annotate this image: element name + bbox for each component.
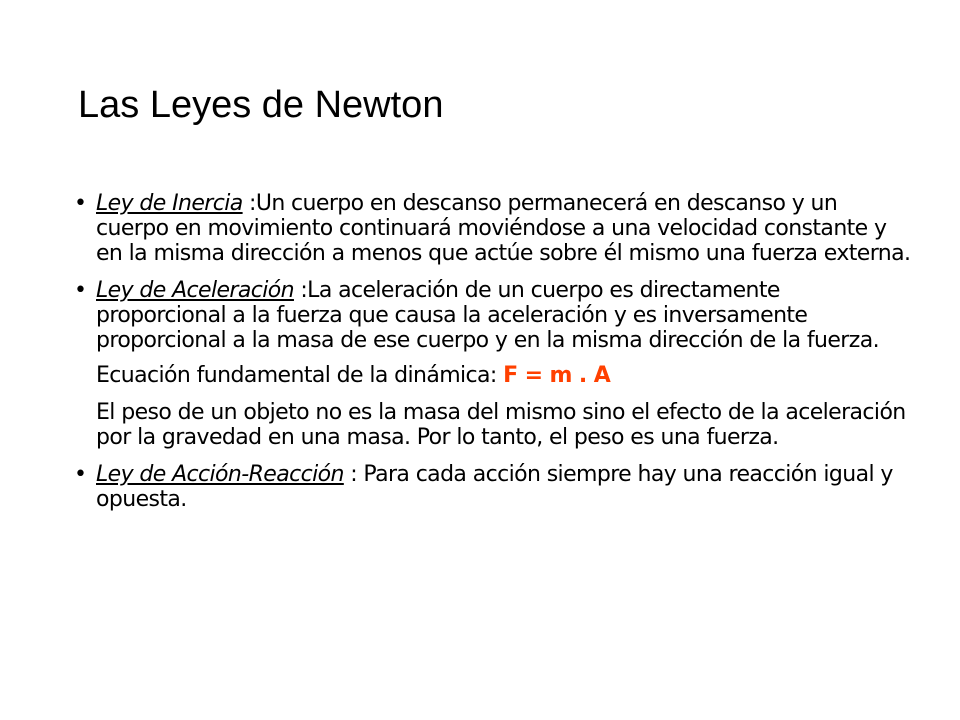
bullet-dot: • bbox=[74, 278, 87, 303]
bullet-item-aceleracion bbox=[72, 278, 912, 353]
law-text: :Un cuerpo en descanso permanecerá en descanso y un cuerpo en movimiento continuará moviéndose a una velocidad constante y en la misma dirección a menos que actúe sobre él mismo una fuerza externa. bbox=[96, 191, 911, 266]
bullet-item-accion-reaccion bbox=[72, 462, 912, 512]
equation-label: Ecuación fundamental de la dinámica: bbox=[96, 363, 504, 388]
bullet-dot: • bbox=[74, 462, 87, 487]
law-text: : Para cada acción siempre hay una reacción igual y opuesta. bbox=[96, 462, 893, 512]
slide-title: Las Leyes de Newton bbox=[78, 84, 444, 126]
law-term: Ley de Aceleración bbox=[96, 278, 294, 303]
law-text: :La aceleración de un cuerpo es directamente proporcional a la fuerza que causa la aceleración y es inversamente proporcional a la masa de ese cuerpo y en la misma dirección de la fuerza. bbox=[96, 278, 879, 353]
law-term: Ley de Inercia bbox=[96, 191, 243, 216]
equation-line bbox=[72, 363, 912, 388]
bullet-dot: • bbox=[74, 191, 87, 216]
equation-formula: F = m . A bbox=[503, 363, 611, 388]
bullet-item-inercia bbox=[72, 191, 912, 266]
law-term: Ley de Acción-Reacción bbox=[96, 462, 344, 487]
slide-body bbox=[72, 191, 912, 524]
weight-note: El peso de un objeto no es la masa del mismo sino el efecto de la aceleración por la gravedad en una masa. Por lo tanto, el peso es una fuerza. bbox=[96, 400, 906, 450]
